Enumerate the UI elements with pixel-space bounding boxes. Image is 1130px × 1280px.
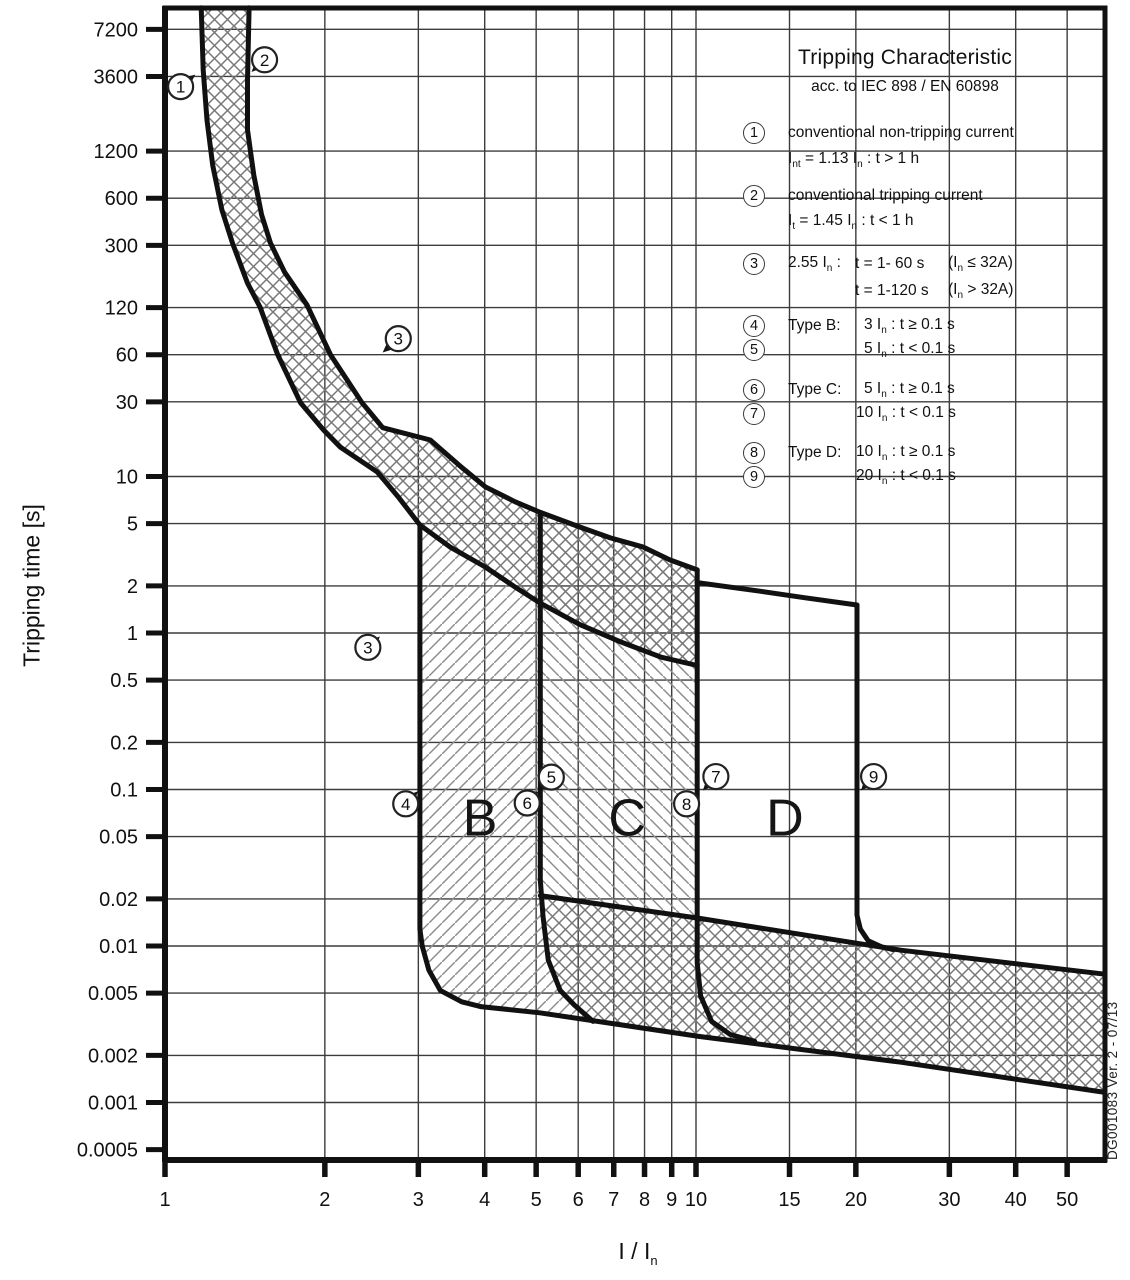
legend-item-number-6: 6 — [743, 379, 765, 401]
legend-text-segment: 10 I — [856, 443, 882, 460]
legend-item-8-text — [788, 444, 841, 462]
legend-item-number-4: 4 — [743, 315, 765, 337]
y-tick-label: 120 — [104, 297, 138, 320]
chart-subtitle: acc. to IEC 898 / EN 60898 — [811, 78, 999, 95]
legend-text-segment: : t < 0.1 s — [887, 467, 956, 484]
subscript: n — [881, 349, 887, 360]
region-label-c: C — [608, 789, 646, 848]
marker-number-3: 3 — [393, 329, 404, 349]
legend-text-segment: t = 1- 60 s — [855, 255, 925, 272]
legend-text-segment: 20 I — [856, 467, 882, 484]
subscript: n — [957, 290, 964, 301]
legend-text-segment: conventional tripping current — [788, 187, 983, 204]
legend-item-number-7: 7 — [743, 403, 765, 425]
marker-number-9: 9 — [868, 767, 879, 787]
legend-item-5-text — [864, 340, 955, 360]
marker-number-6: 6 — [522, 793, 532, 813]
y-tick-label: 60 — [115, 344, 138, 367]
legend-text-segment: 10 I — [856, 404, 882, 421]
chart-title: Tripping Characteristic — [798, 46, 1012, 69]
legend-item-4-text — [864, 316, 955, 336]
legend-item-6-text — [788, 381, 841, 399]
subscript: n — [881, 413, 888, 424]
x-tick-label: 6 — [572, 1189, 584, 1211]
legend-text-segment: (I — [948, 281, 958, 298]
legend-text-segment: Type B: — [788, 317, 841, 334]
subscript: n — [857, 159, 863, 170]
marker-number-3: 3 — [363, 638, 373, 658]
x-tick-label: 3 — [412, 1189, 424, 1211]
y-tick-label: 30 — [115, 391, 138, 414]
legend-item-1-text — [788, 124, 1014, 142]
legend-item-3-text — [948, 254, 1013, 274]
legend-text-segment: 2.55 I — [788, 254, 827, 271]
legend-text-segment: (I — [948, 254, 958, 271]
x-tick-label: 10 — [684, 1189, 708, 1211]
y-tick-label: 300 — [104, 235, 138, 258]
marker-number-4: 4 — [400, 794, 411, 814]
legend-item-3-text — [788, 254, 841, 274]
legend-text-segment: : t < 0.1 s — [886, 340, 956, 357]
legend-text-segment: : t ≥ 0.1 s — [886, 380, 955, 397]
y-tick-label: 0.1 — [110, 779, 138, 802]
legend-text-segment: 5 I — [864, 380, 882, 397]
x-tick-label: 2 — [319, 1189, 331, 1211]
x-tick-label: 15 — [778, 1189, 801, 1211]
legend-text-segment: = 1.13 I — [800, 150, 858, 167]
legend-text-segment: Type C: — [788, 381, 842, 398]
legend-item-3-text — [855, 282, 929, 300]
legend-text-segment: : t < 1 h — [857, 212, 914, 229]
x-tick-label: 40 — [1004, 1189, 1027, 1211]
subscript: n — [957, 263, 964, 274]
subscript: n — [881, 476, 888, 487]
legend-text-segment: t = 1-120 s — [855, 282, 929, 299]
y-tick-label: 0.005 — [87, 983, 138, 1006]
region-label-d: D — [766, 789, 804, 848]
x-tick-label: 7 — [608, 1189, 620, 1211]
y-tick-label: 1 — [126, 623, 138, 645]
legend-text-segment: > 32A) — [963, 281, 1014, 298]
y-tick-label: 7200 — [93, 19, 138, 42]
legend-item-9-text — [856, 467, 956, 487]
legend-text-segment: : t ≥ 0.1 s — [886, 316, 955, 333]
legend-text-segment: 3 I — [864, 316, 882, 333]
legend-item-2-text — [788, 187, 983, 205]
y-axis-label: Tripping time [s] — [18, 504, 45, 667]
y-tick-label: 0.002 — [87, 1045, 138, 1068]
x-tick-label: 4 — [479, 1189, 491, 1211]
subscript: n — [881, 389, 887, 400]
subscript: n — [881, 452, 888, 463]
subscript: n — [881, 325, 887, 336]
legend-item-number-2: 2 — [743, 185, 765, 207]
y-tick-label: 2 — [126, 575, 138, 598]
legend-text-segment: I — [788, 150, 793, 167]
y-tick-label: 1200 — [93, 141, 138, 164]
y-tick-label: 0.001 — [87, 1092, 138, 1115]
y-tick-label: 0.0005 — [76, 1139, 138, 1162]
x-tick-label: 50 — [1056, 1189, 1079, 1211]
x-axis-label-subscript: n — [650, 1253, 658, 1268]
region-label-b: B — [462, 789, 498, 848]
legend-item-2-text — [788, 212, 914, 232]
y-tick-label: 0.05 — [99, 826, 138, 849]
subscript: n — [826, 263, 833, 274]
legend-text-segment: ≤ 32A) — [963, 254, 1013, 271]
y-tick-label: 0.02 — [99, 888, 138, 911]
legend-item-3-text — [855, 255, 924, 273]
legend-item-number-8: 8 — [743, 442, 765, 464]
legend-text-segment: : t > 1 h — [862, 150, 920, 167]
x-axis-label-main: I / I — [618, 1238, 651, 1264]
legend-item-number-1: 1 — [743, 122, 765, 144]
legend-text-segment: : t < 0.1 s — [887, 404, 956, 421]
y-tick-label: 0.2 — [110, 732, 138, 755]
legend-item-1-text — [788, 150, 919, 170]
legend-text-segment: = 1.45 I — [795, 212, 852, 229]
subscript: nt — [792, 159, 801, 170]
legend-item-number-9: 9 — [743, 466, 765, 488]
legend-item-7-text — [856, 404, 956, 424]
x-tick-label: 5 — [530, 1189, 542, 1211]
y-tick-label: 5 — [126, 513, 138, 536]
marker-number-5: 5 — [546, 768, 557, 788]
legend-text-segment: conventional non-tripping current — [788, 124, 1014, 141]
legend-text-segment: 5 I — [864, 340, 882, 357]
x-tick-label: 20 — [844, 1189, 867, 1211]
legend-item-3-text — [948, 281, 1013, 301]
y-tick-label: 10 — [115, 466, 138, 489]
x-tick-label: 1 — [159, 1189, 171, 1211]
legend-item-8-text — [856, 443, 955, 463]
y-tick-label: 3600 — [93, 66, 138, 89]
legend-item-number-3: 3 — [743, 253, 765, 275]
y-tick-label: 600 — [104, 188, 138, 211]
magnetic-band-fill — [540, 880, 1105, 1092]
legend-text-segment: : — [832, 254, 841, 271]
subscript: n — [851, 221, 858, 232]
legend-text-segment: Type D: — [788, 444, 842, 461]
legend-text-segment: I — [788, 212, 793, 229]
marker-number-8: 8 — [681, 794, 692, 814]
legend-item-4-text — [788, 317, 841, 335]
y-tick-label: 0.5 — [110, 670, 138, 693]
y-tick-label: 0.01 — [99, 936, 138, 958]
x-tick-label: 8 — [638, 1189, 651, 1211]
legend-item-number-5: 5 — [743, 339, 765, 361]
legend-item-6-text — [864, 380, 955, 400]
x-axis-label — [568, 1238, 708, 1268]
subscript: t — [792, 221, 796, 232]
marker-number-7: 7 — [711, 767, 721, 787]
marker-number-1: 1 — [175, 77, 186, 97]
x-tick-label: 30 — [938, 1189, 961, 1211]
x-tick-label: 9 — [666, 1189, 678, 1211]
document-reference-note: DG001083 Ver. 2 - 07/13 — [1105, 1001, 1120, 1160]
marker-number-2: 2 — [259, 50, 270, 70]
legend-text-segment: : t ≥ 0.1 s — [887, 443, 956, 460]
